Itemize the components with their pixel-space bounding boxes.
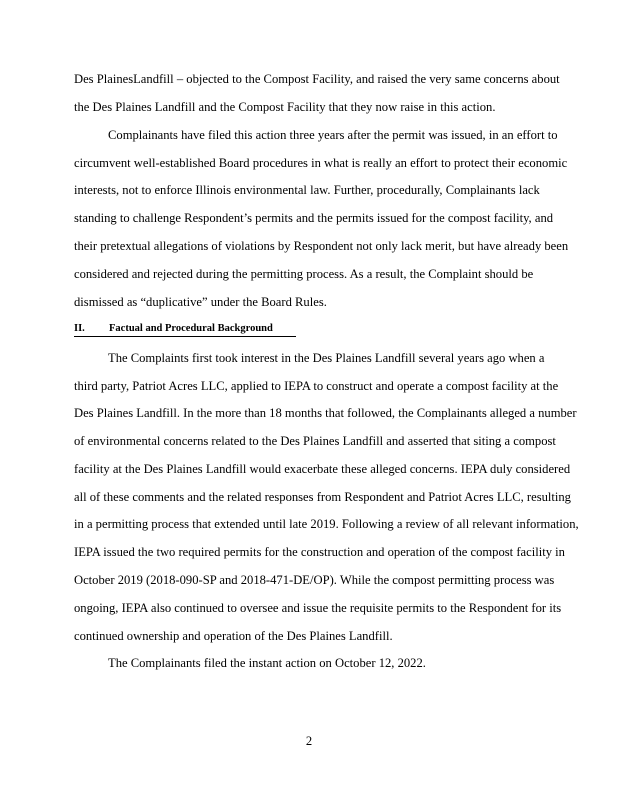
paragraph-2-line: standing to challenge Respondent’s permits and the permits issued for the compost facility, and bbox=[74, 211, 554, 225]
paragraph-3-line: of environmental concerns related to the Des Plaines Landfill and asserted that siting a compost bbox=[74, 434, 556, 448]
paragraph-3-line: October 2019 (2018-090-SP and 2018-471-DE/OP). While the compost permitting process was bbox=[74, 573, 555, 587]
page-number: 2 bbox=[305, 734, 313, 748]
paragraph-3-line: IEPA issued the two required permits for the construction and operation of the compost facility in bbox=[74, 545, 565, 559]
paragraph-3-line: facility at the Des Plaines Landfill would exacerbate these alleged concerns. IEPA duly considered bbox=[74, 462, 571, 476]
paragraph-4-line: The Complainants filed the instant action on October 12, 2022. bbox=[108, 656, 426, 670]
paragraph-2-line: dismissed as “duplicative” under the Board Rules. bbox=[74, 295, 327, 309]
paragraph-2-line: considered and rejected during the permitting process. As a result, the Complaint should be bbox=[74, 267, 534, 281]
paragraph-3-line: Des Plaines Landfill. In the more than 18 months that followed, the Complainants alleged a number bbox=[74, 406, 577, 420]
paragraph-2-line: Complainants have filed this action three years after the permit was issued, in an effort to bbox=[108, 128, 558, 142]
section-number: II. bbox=[74, 323, 85, 334]
paragraph-3-line: third party, Patriot Acres LLC, applied to IEPA to construct and operate a compost facility at the bbox=[74, 379, 559, 393]
paragraph-3-line: continued ownership and operation of the Des Plaines Landfill. bbox=[74, 629, 393, 643]
section-heading bbox=[74, 321, 273, 337]
heading-underline bbox=[74, 336, 296, 337]
paragraph-3-line: The Complaints first took interest in the Des Plaines Landfill several years ago when a bbox=[108, 351, 545, 365]
paragraph-2-line: circumvent well-established Board procedures in what is really an effort to protect their economic bbox=[74, 156, 568, 170]
paragraph-3-line: all of these comments and the related responses from Respondent and Patriot Acres LLC, resulting bbox=[74, 490, 571, 504]
paragraph-2-line: their pretextual allegations of violations by Respondent not only lack merit, but have already been bbox=[74, 239, 569, 253]
paragraph-1-line: Des PlainesLandfill – objected to the Compost Facility, and raised the very same concerns about bbox=[74, 72, 560, 86]
paragraph-2-line: interests, not to enforce Illinois environmental law. Further, procedurally, Complainants lack bbox=[74, 183, 540, 197]
section-title: Factual and Procedural Background bbox=[109, 323, 273, 334]
paragraph-3-line: ongoing, IEPA also continued to oversee and issue the requisite permits to the Respondent for its bbox=[74, 601, 562, 615]
paragraph-3-line: in a permitting process that extended until late 2019. Following a review of all relevant information, bbox=[74, 517, 579, 531]
paragraph-1-line: the Des Plaines Landfill and the Compost Facility that they now raise in this action. bbox=[74, 100, 496, 114]
